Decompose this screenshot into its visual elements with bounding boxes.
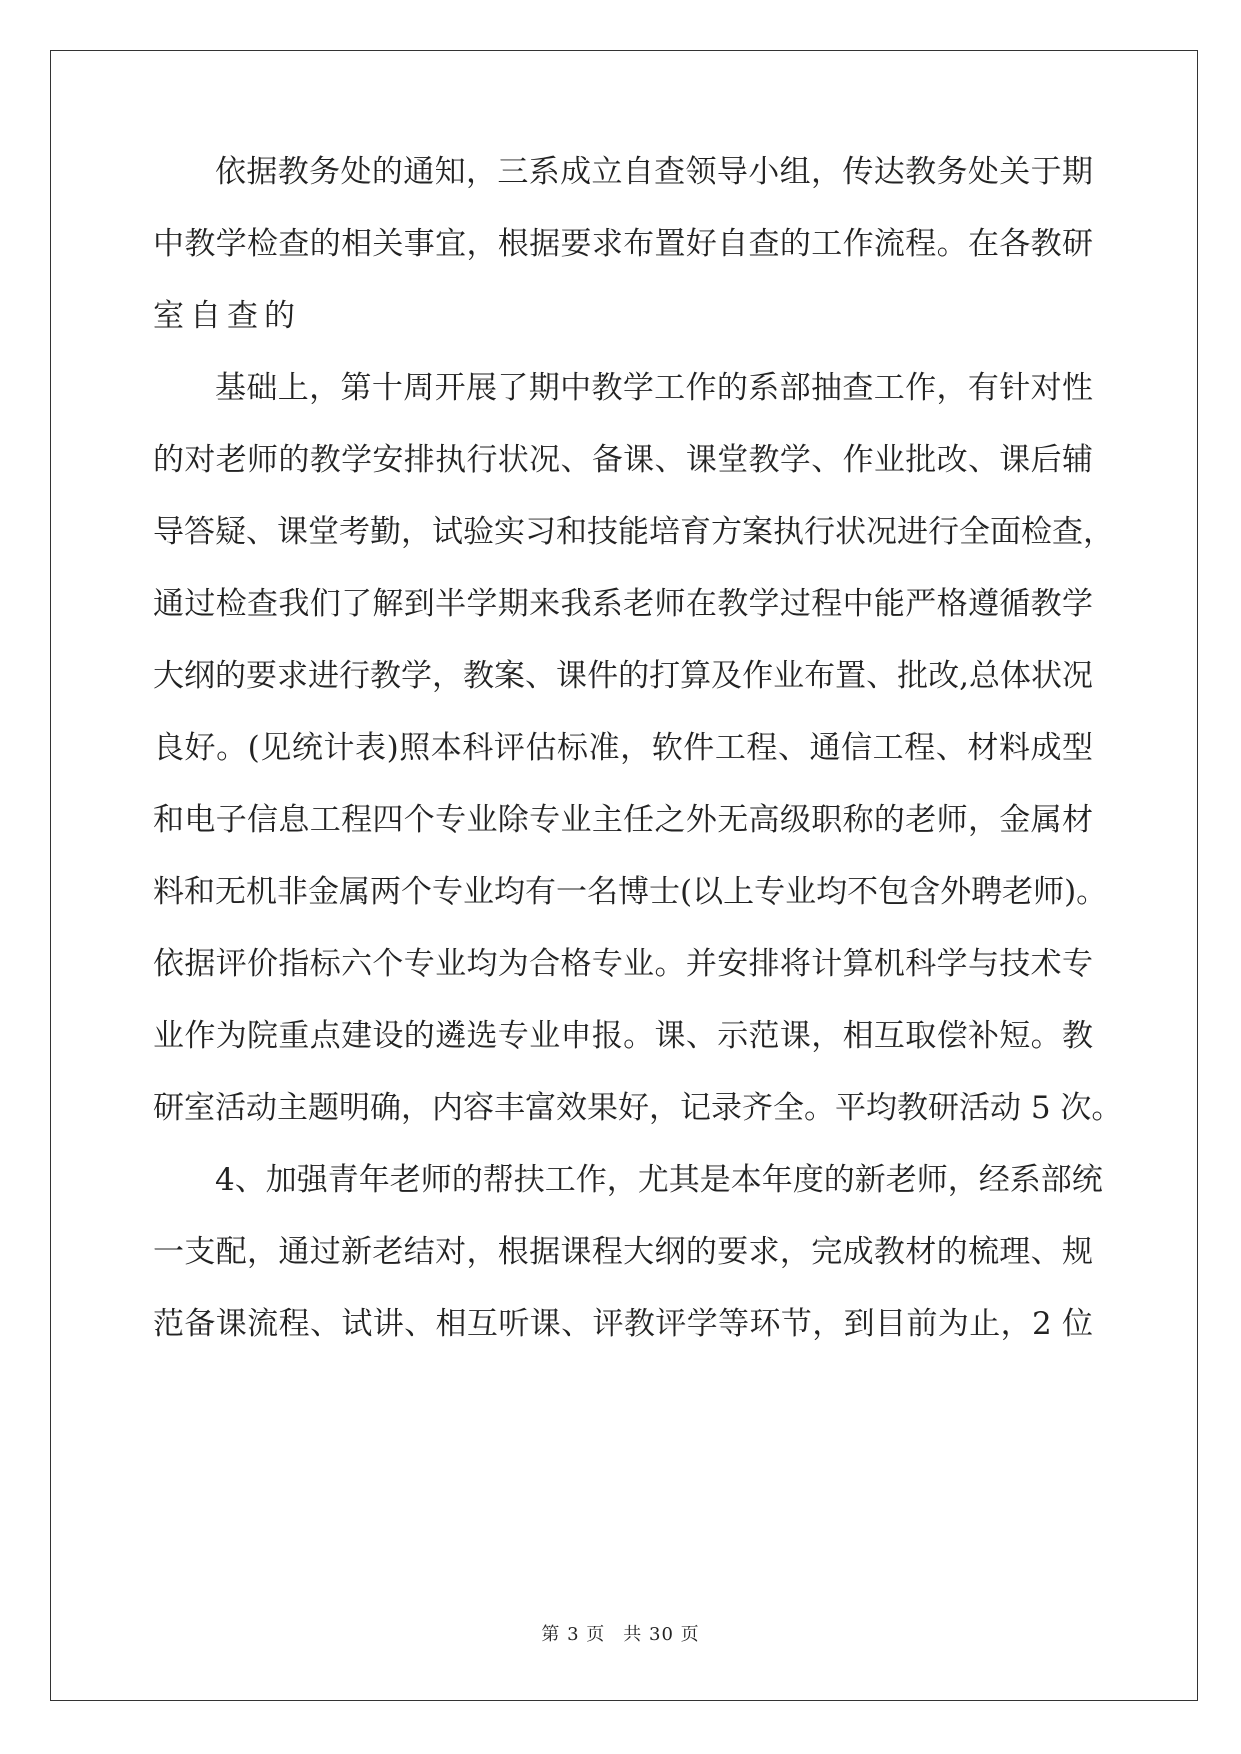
text-line: 中教学检查的相关事宜，根据要求布置好自查的工作流程。在各教研 [153, 226, 1093, 262]
text-line: 4、加强青年老师的帮扶工作，尤其是本年度的新老师，经系部统 [215, 1162, 1103, 1198]
text-line: 导答疑、课堂考勤，试验实习和技能培育方案执行状况进行全面检查， [153, 514, 1114, 550]
text-line: 通过检查我们了解到半学期来我系老师在教学过程中能严格遵循教学 [153, 586, 1093, 622]
page-footer [0, 1620, 1241, 1646]
page-number: 第 3 页 [541, 1624, 606, 1645]
text-line: 依据教务处的通知，三系成立自查领导小组，传达教务处关于期 [215, 154, 1093, 190]
text-line: 依据评价指标六个专业均为合格专业。并安排将计算机科学与技术专 [153, 946, 1093, 982]
text-line: 范备课流程、试讲、相互听课、评教评学等环节，到目前为止，2 位 [153, 1306, 1093, 1342]
text-line: 和电子信息工程四个专业除专业主任之外无高级职称的老师，金属材 [153, 802, 1093, 838]
text-line: 研室活动主题明确，内容丰富效果好，记录齐全。平均教研活动 5 次。 [153, 1090, 1123, 1126]
text-line: 料和无机非金属两个专业均有一名博士(以上专业均不包含外聘老师)。 [153, 874, 1108, 910]
text-line: 业作为院重点建设的遴选专业申报。课、示范课，相互取偿补短。教 [153, 1018, 1093, 1054]
text-line: 一支配，通过新老结对，根据课程大纲的要求，完成教材的梳理、规 [153, 1234, 1093, 1270]
text-line: 基础上，第十周开展了期中教学工作的系部抽查工作，有针对性 [215, 370, 1093, 406]
text-line: 的对老师的教学安排执行状况、备课、课堂教学、作业批改、课后辅 [153, 442, 1093, 478]
text-line: 大纲的要求进行教学，教案、课件的打算及作业布置、批改,总体状况 [153, 658, 1093, 694]
page-total: 共 30 页 [623, 1624, 700, 1645]
text-line: 室自查的 [153, 298, 301, 334]
text-line: 良好。(见统计表)照本科评估标准，软件工程、通信工程、材料成型 [153, 730, 1093, 766]
